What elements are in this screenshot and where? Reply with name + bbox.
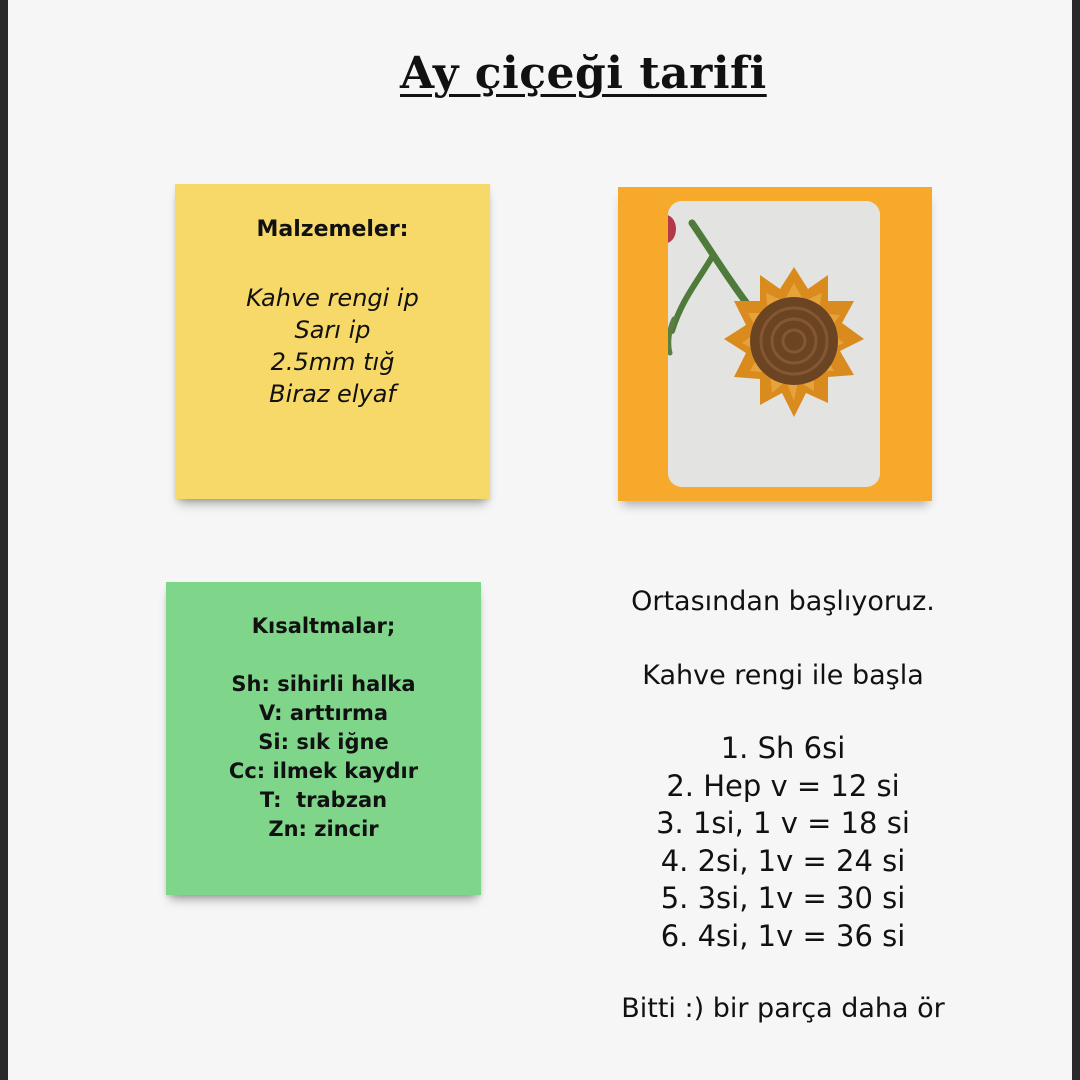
round-item: 6. 4si, 1v = 36 si — [660, 918, 906, 953]
recipe-page — [8, 0, 1072, 1080]
instructions-start-color: Kahve rengi ile başla — [642, 660, 924, 691]
photo-frame — [618, 187, 932, 501]
flower-center-icon — [750, 297, 838, 385]
instructions-finish: Bitti :) bir parça daha ör — [621, 993, 945, 1024]
materials-note — [175, 184, 490, 499]
rounds-list — [593, 730, 973, 955]
sunflower-photo — [668, 201, 880, 487]
abbreviations-note — [166, 582, 481, 895]
round-item: 1. Sh 6si — [720, 731, 846, 765]
list-item: Cc: ilmek kaydır — [228, 759, 419, 783]
materials-heading: Malzemeler: — [256, 217, 409, 242]
list-item: Si: sık iğne — [258, 730, 389, 754]
list-item: Kahve rengi ip — [246, 284, 419, 312]
instructions — [593, 582, 973, 1029]
round-item: 3. 1si, 1 v = 18 si — [656, 806, 910, 840]
list-item: Biraz elyaf — [269, 380, 396, 408]
materials-list — [175, 282, 490, 410]
round-item: 5. 3si, 1v = 30 si — [660, 881, 906, 915]
abbreviations-list — [166, 670, 481, 844]
list-item: Sarı ip — [294, 316, 371, 344]
round-item: 2. Hep v = 12 si — [666, 768, 900, 803]
abbreviations-heading: Kısaltmalar; — [251, 614, 396, 638]
sunflower-icon — [668, 201, 880, 487]
instructions-intro: Ortasından başlıyoruz. — [631, 586, 935, 617]
page-title: Ay çiçeği tarifi — [400, 48, 767, 99]
round-item: 4. 2si, 1v = 24 si — [660, 843, 906, 878]
list-item: Sh: sihirli halka — [231, 672, 416, 696]
list-item: T: trabzan — [259, 788, 388, 812]
list-item: 2.5mm tığ — [270, 348, 395, 376]
list-item: Zn: zincir — [268, 817, 379, 841]
list-item: V: arttırma — [258, 701, 389, 725]
